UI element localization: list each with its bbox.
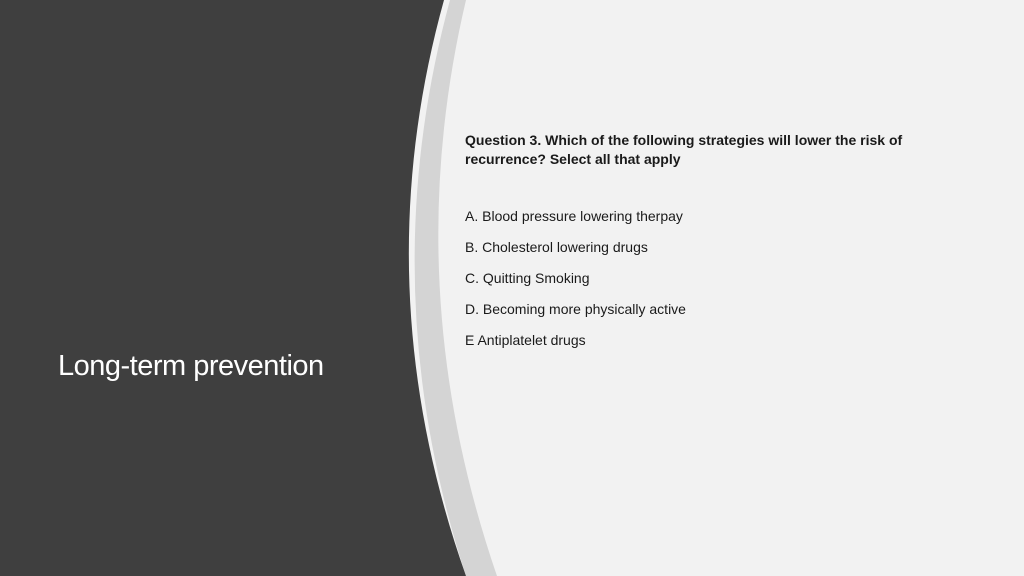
answer-option: D. Becoming more physically active: [465, 301, 686, 317]
answer-option: E Antiplatelet drugs: [465, 332, 586, 348]
question-text: Question 3. Which of the following strategies will lower the risk of recurrence? Select all that apply: [465, 132, 903, 167]
answer-option: B. Cholesterol lowering drugs: [465, 239, 648, 255]
answer-option: A. Blood pressure lowering therpay: [465, 208, 683, 224]
answer-option: C. Quitting Smoking: [465, 270, 590, 286]
slide-title: Long-term prevention: [58, 350, 324, 382]
dark-panel: [0, 0, 466, 576]
answer-options-list: [465, 206, 686, 361]
